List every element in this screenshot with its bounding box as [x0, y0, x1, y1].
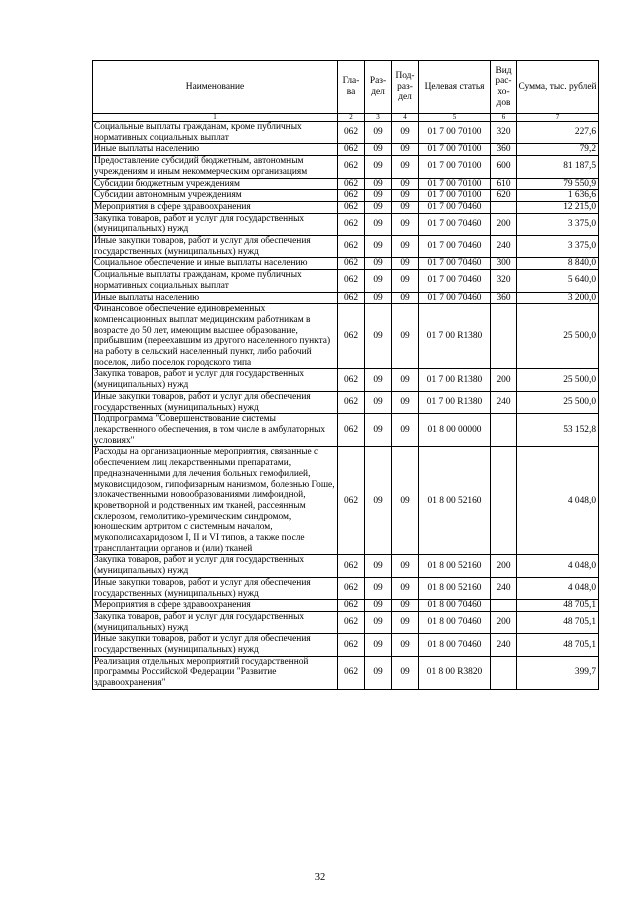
column-number: 2 [338, 114, 365, 122]
row-vid [491, 201, 517, 213]
row-vid: 620 [491, 190, 517, 202]
row-name: Иные закупки товаров, работ и услуг для обеспечения государственных (муниципальных) нужд [93, 577, 338, 599]
row-razdel: 09 [365, 190, 392, 202]
row-podrazdel: 09 [392, 656, 419, 689]
header-podrazdel: Под-раз-дел [392, 61, 419, 114]
row-razdel: 09 [365, 391, 392, 413]
row-razdel: 09 [365, 258, 392, 270]
row-glava: 062 [338, 258, 365, 270]
row-sum: 227,6 [517, 122, 599, 144]
row-razdel: 09 [365, 611, 392, 633]
table-row [93, 258, 599, 270]
row-vid: 200 [491, 555, 517, 577]
row-razdel: 09 [365, 577, 392, 599]
row-glava: 062 [338, 190, 365, 202]
row-target: 01 7 00 70100 [419, 144, 491, 156]
table-row [93, 555, 599, 577]
row-name: Субсидии бюджетным учреждениям [93, 178, 338, 190]
row-vid [491, 447, 517, 555]
table-row [93, 600, 599, 612]
row-sum: 25 500,0 [517, 304, 599, 369]
column-number: 7 [517, 114, 599, 122]
row-sum: 4 048,0 [517, 555, 599, 577]
row-razdel: 09 [365, 156, 392, 178]
row-name: Реализация отдельных мероприятий государственной программы Российской Федерации "Развитие здравоохранения" [93, 656, 338, 689]
row-vid: 360 [491, 144, 517, 156]
table-header-row [93, 61, 599, 114]
row-sum: 48 705,1 [517, 611, 599, 633]
header-vid: Вид рас-хо-дов [491, 61, 517, 114]
row-razdel: 09 [365, 656, 392, 689]
row-sum: 3 375,0 [517, 236, 599, 258]
row-sum: 5 640,0 [517, 270, 599, 292]
row-podrazdel: 09 [392, 190, 419, 202]
row-target: 01 7 00 70460 [419, 201, 491, 213]
row-glava: 062 [338, 144, 365, 156]
row-razdel: 09 [365, 555, 392, 577]
row-sum: 25 500,0 [517, 369, 599, 391]
row-name: Иные закупки товаров, работ и услуг для обеспечения государственных (муниципальных) нужд [93, 391, 338, 413]
page-number: 32 [314, 872, 326, 883]
row-vid: 600 [491, 156, 517, 178]
table-row [93, 270, 599, 292]
row-razdel: 09 [365, 213, 392, 235]
header-name: Наименование [93, 61, 338, 114]
row-name: Социальные выплаты гражданам, кроме публичных нормативных социальных выплат [93, 122, 338, 144]
table-row [93, 213, 599, 235]
row-sum: 79,2 [517, 144, 599, 156]
table-row [93, 201, 599, 213]
row-podrazdel: 09 [392, 156, 419, 178]
table-body [93, 122, 599, 690]
row-vid: 240 [491, 577, 517, 599]
row-glava: 062 [338, 577, 365, 599]
table-row [93, 178, 599, 190]
row-target: 01 8 00 52160 [419, 555, 491, 577]
table-row [93, 656, 599, 689]
row-target: 01 8 00 70460 [419, 600, 491, 612]
row-razdel: 09 [365, 414, 392, 447]
table-row [93, 156, 599, 178]
row-name: Финансовое обеспечение единовременных компенсационных выплат медицинским работникам в возрасте до 50 лет, имеющим высшее образование, прибывшим (переехавшим из другого населенного пункта) на работу в сельский населенный пункт, либо рабочий поселок, либо поселок городского типа [93, 304, 338, 369]
row-name: Расходы на организационные мероприятия, связанные с обеспечением лиц лекарственными препаратами, предназначенными для лечения больных гемофилией, муковисцидозом, гипофизарным нанизмом, болезнью Гоше, злокачественными новообразованиями лимфоидной, кроветворной и родственных им тканей, рассеянным склерозом, гемолитико-уремическим синдромом, юношеским артритом с системным началом, мукополисахаридозом I, II и VI типов, а также после трансплантации органов и (или) тканей [93, 447, 338, 555]
table-row [93, 447, 599, 555]
document-page [92, 60, 598, 690]
row-vid: 320 [491, 270, 517, 292]
row-podrazdel: 09 [392, 144, 419, 156]
row-name: Мероприятия в сфере здравоохранения [93, 600, 338, 612]
row-razdel: 09 [365, 600, 392, 612]
row-razdel: 09 [365, 369, 392, 391]
row-vid: 240 [491, 236, 517, 258]
row-podrazdel: 09 [392, 555, 419, 577]
row-vid: 610 [491, 178, 517, 190]
row-glava: 062 [338, 656, 365, 689]
row-podrazdel: 09 [392, 258, 419, 270]
row-podrazdel: 09 [392, 122, 419, 144]
row-target: 01 7 00 R1380 [419, 391, 491, 413]
row-target: 01 8 00 00000 [419, 414, 491, 447]
table-row [93, 122, 599, 144]
row-target: 01 7 00 70460 [419, 213, 491, 235]
row-glava: 062 [338, 122, 365, 144]
row-podrazdel: 09 [392, 201, 419, 213]
row-glava: 062 [338, 270, 365, 292]
row-vid: 240 [491, 391, 517, 413]
row-sum: 12 215,0 [517, 201, 599, 213]
row-sum: 79 550,9 [517, 178, 599, 190]
row-podrazdel: 09 [392, 634, 419, 656]
row-glava: 062 [338, 414, 365, 447]
row-glava: 062 [338, 634, 365, 656]
column-number: 5 [419, 114, 491, 122]
row-name: Иные выплаты населению [93, 144, 338, 156]
column-number-row [93, 114, 599, 122]
row-sum: 53 152,8 [517, 414, 599, 447]
table-row [93, 144, 599, 156]
row-glava: 062 [338, 156, 365, 178]
row-name: Мероприятия в сфере здравоохранения [93, 201, 338, 213]
row-sum: 25 500,0 [517, 391, 599, 413]
row-vid: 360 [491, 292, 517, 304]
row-sum: 4 048,0 [517, 447, 599, 555]
row-podrazdel: 09 [392, 414, 419, 447]
table-row [93, 292, 599, 304]
table-row [93, 577, 599, 599]
row-target: 01 8 00 70460 [419, 634, 491, 656]
row-target: 01 7 00 R1380 [419, 304, 491, 369]
table-row [93, 369, 599, 391]
header-razdel: Раз-дел [365, 61, 392, 114]
row-razdel: 09 [365, 304, 392, 369]
row-glava: 062 [338, 292, 365, 304]
column-number: 6 [491, 114, 517, 122]
row-podrazdel: 09 [392, 577, 419, 599]
row-podrazdel: 09 [392, 304, 419, 369]
row-razdel: 09 [365, 447, 392, 555]
row-podrazdel: 09 [392, 178, 419, 190]
header-target: Целевая статья [419, 61, 491, 114]
row-glava: 062 [338, 213, 365, 235]
row-razdel: 09 [365, 178, 392, 190]
row-target: 01 7 00 70460 [419, 258, 491, 270]
row-podrazdel: 09 [392, 600, 419, 612]
row-target: 01 8 00 70460 [419, 611, 491, 633]
row-target: 01 7 00 70460 [419, 292, 491, 304]
row-vid [491, 600, 517, 612]
row-glava: 062 [338, 555, 365, 577]
row-name: Закупка товаров, работ и услуг для государственных (муниципальных) нужд [93, 369, 338, 391]
row-podrazdel: 09 [392, 270, 419, 292]
row-razdel: 09 [365, 292, 392, 304]
row-name: Субсидии автономным учреждениям [93, 190, 338, 202]
row-glava: 062 [338, 600, 365, 612]
row-podrazdel: 09 [392, 236, 419, 258]
header-glava: Гла-ва [338, 61, 365, 114]
table-row [93, 304, 599, 369]
row-target: 01 7 00 70460 [419, 236, 491, 258]
table-row [93, 634, 599, 656]
table-row [93, 391, 599, 413]
row-sum: 1 636,6 [517, 190, 599, 202]
row-name: Предоставление субсидий бюджетным, автономным учреждениям и иным некоммерческим организациям [93, 156, 338, 178]
table-row [93, 236, 599, 258]
row-name: Закупка товаров, работ и услуг для государственных (муниципальных) нужд [93, 555, 338, 577]
row-sum: 399,7 [517, 656, 599, 689]
row-glava: 062 [338, 201, 365, 213]
row-podrazdel: 09 [392, 213, 419, 235]
row-sum: 4 048,0 [517, 577, 599, 599]
column-number: 1 [93, 114, 338, 122]
row-sum: 48 705,1 [517, 634, 599, 656]
row-target: 01 7 00 70100 [419, 178, 491, 190]
budget-table [92, 60, 599, 690]
row-sum: 81 187,5 [517, 156, 599, 178]
table-row [93, 190, 599, 202]
row-glava: 062 [338, 304, 365, 369]
row-podrazdel: 09 [392, 369, 419, 391]
row-razdel: 09 [365, 144, 392, 156]
column-number: 3 [365, 114, 392, 122]
column-number: 4 [392, 114, 419, 122]
row-glava: 062 [338, 236, 365, 258]
row-vid: 200 [491, 213, 517, 235]
row-vid: 320 [491, 122, 517, 144]
row-target: 01 7 00 70460 [419, 270, 491, 292]
row-name: Закупка товаров, работ и услуг для государственных (муниципальных) нужд [93, 611, 338, 633]
header-sum: Сумма, тыс. рублей [517, 61, 599, 114]
row-glava: 062 [338, 178, 365, 190]
row-podrazdel: 09 [392, 611, 419, 633]
row-target: 01 7 00 R1380 [419, 369, 491, 391]
row-razdel: 09 [365, 201, 392, 213]
table-row [93, 611, 599, 633]
row-glava: 062 [338, 447, 365, 555]
row-vid: 300 [491, 258, 517, 270]
row-razdel: 09 [365, 122, 392, 144]
row-sum: 8 840,0 [517, 258, 599, 270]
row-name: Подпрограмма "Совершенствование системы лекарственного обеспечения, в том числе в амбулаторных условиях" [93, 414, 338, 447]
row-sum: 3 200,0 [517, 292, 599, 304]
row-target: 01 7 00 70100 [419, 190, 491, 202]
row-vid [491, 304, 517, 369]
row-podrazdel: 09 [392, 391, 419, 413]
row-target: 01 8 00 52160 [419, 447, 491, 555]
row-name: Социальные выплаты гражданам, кроме публичных нормативных социальных выплат [93, 270, 338, 292]
row-name: Иные закупки товаров, работ и услуг для обеспечения государственных (муниципальных) нужд [93, 634, 338, 656]
row-glava: 062 [338, 369, 365, 391]
row-razdel: 09 [365, 270, 392, 292]
row-sum: 48 705,1 [517, 600, 599, 612]
row-glava: 062 [338, 611, 365, 633]
row-vid: 200 [491, 611, 517, 633]
row-podrazdel: 09 [392, 292, 419, 304]
row-name: Иные выплаты населению [93, 292, 338, 304]
row-razdel: 09 [365, 236, 392, 258]
row-sum: 3 375,0 [517, 213, 599, 235]
row-name: Иные закупки товаров, работ и услуг для обеспечения государственных (муниципальных) нужд [93, 236, 338, 258]
row-target: 01 7 00 70100 [419, 156, 491, 178]
row-vid [491, 414, 517, 447]
row-vid [491, 656, 517, 689]
row-vid: 200 [491, 369, 517, 391]
row-target: 01 7 00 70100 [419, 122, 491, 144]
row-vid: 240 [491, 634, 517, 656]
row-name: Закупка товаров, работ и услуг для государственных (муниципальных) нужд [93, 213, 338, 235]
row-name: Социальное обеспечение и иные выплаты населению [93, 258, 338, 270]
row-target: 01 8 00 52160 [419, 577, 491, 599]
row-razdel: 09 [365, 634, 392, 656]
row-glava: 062 [338, 391, 365, 413]
row-podrazdel: 09 [392, 447, 419, 555]
row-target: 01 8 00 R3820 [419, 656, 491, 689]
table-row [93, 414, 599, 447]
